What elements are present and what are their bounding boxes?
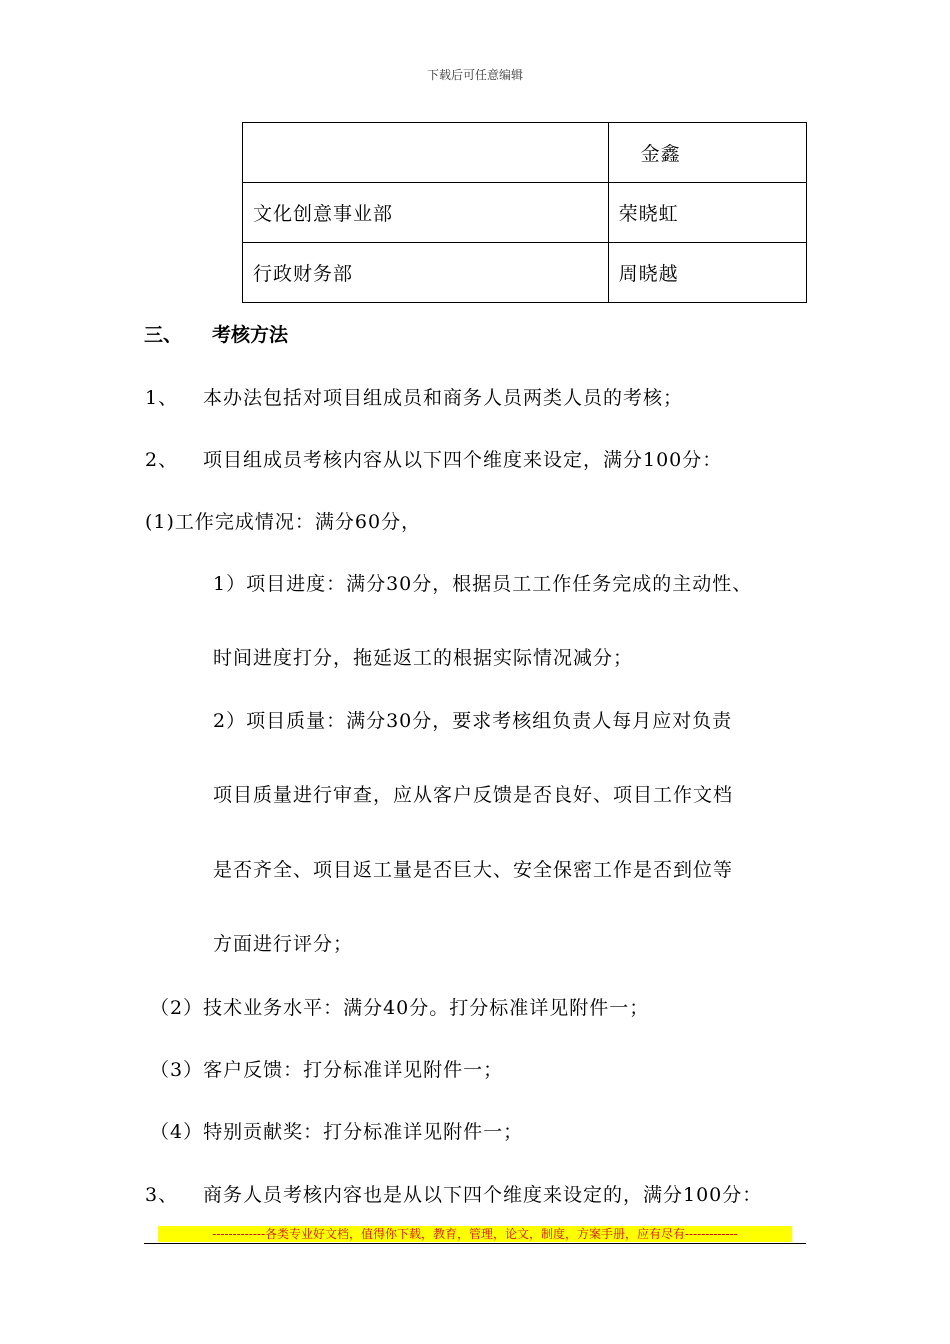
table-row bbox=[243, 183, 807, 243]
person-cell: 周晓越 bbox=[608, 243, 806, 303]
item-1-number: 1、 bbox=[145, 387, 179, 409]
sub-item-1-2-line-2: 项目质量进行审查，应从客户反馈是否良好、项目工作文档 bbox=[213, 784, 734, 806]
item-2-text: 项目组成员考核内容从以下四个维度来设定，满分100分： bbox=[203, 449, 723, 471]
sub-item-3: （3）客户反馈：打分标准详见附件一； bbox=[150, 1059, 504, 1081]
item-3-number: 3、 bbox=[145, 1184, 179, 1206]
sub-item-1-1-line-2: 时间进度打分，拖延返工的根据实际情况减分； bbox=[213, 647, 634, 669]
sub-item-1-2-line-1: 2）项目质量：满分30分，要求考核组负责人每月应对负责 bbox=[213, 710, 733, 732]
item-3-text: 商务人员考核内容也是从以下四个维度来设定的，满分100分： bbox=[203, 1184, 763, 1206]
person-name: 金鑫 bbox=[640, 143, 681, 165]
sub-item-1-2-line-3: 是否齐全、项目返工量是否巨大、安全保密工作是否到位等 bbox=[213, 859, 734, 881]
sub-item-1-1-line-1: 1）项目进度：满分30分，根据员工工作任务完成的主动性、 bbox=[213, 573, 753, 595]
table-row bbox=[243, 123, 807, 183]
table-row bbox=[243, 243, 807, 303]
sub-item-1-2-line-4: 方面进行评分； bbox=[213, 933, 354, 955]
person-cell bbox=[608, 123, 806, 183]
header-note: 下载后可任意编辑 bbox=[426, 68, 523, 82]
sub-item-1: (1)工作完成情况：满分60分， bbox=[145, 511, 422, 533]
person-cell: 荣晓虹 bbox=[608, 183, 806, 243]
dept-cell: 行政财务部 bbox=[243, 243, 609, 303]
dept-cell: 文化创意事业部 bbox=[243, 183, 609, 243]
item-2-number: 2、 bbox=[145, 449, 179, 471]
staff-table bbox=[242, 122, 807, 303]
section-title: 考核方法 bbox=[212, 324, 289, 346]
footer-divider bbox=[144, 1243, 806, 1244]
item-1-text: 本办法包括对项目组成员和商务人员两类人员的考核； bbox=[203, 387, 684, 409]
sub-item-2: （2）技术业务水平：满分40分。打分标准详见附件一； bbox=[150, 997, 650, 1019]
sub-item-4: （4）特别贡献奖：打分标准详见附件一； bbox=[150, 1121, 524, 1143]
section-number: 三、 bbox=[144, 324, 183, 346]
dept-cell bbox=[243, 123, 609, 183]
footer-banner: -------------各类专业好文档，值得你下载，教育，管理，论文，制度，方案手册，应有尽有------------- bbox=[158, 1226, 792, 1242]
